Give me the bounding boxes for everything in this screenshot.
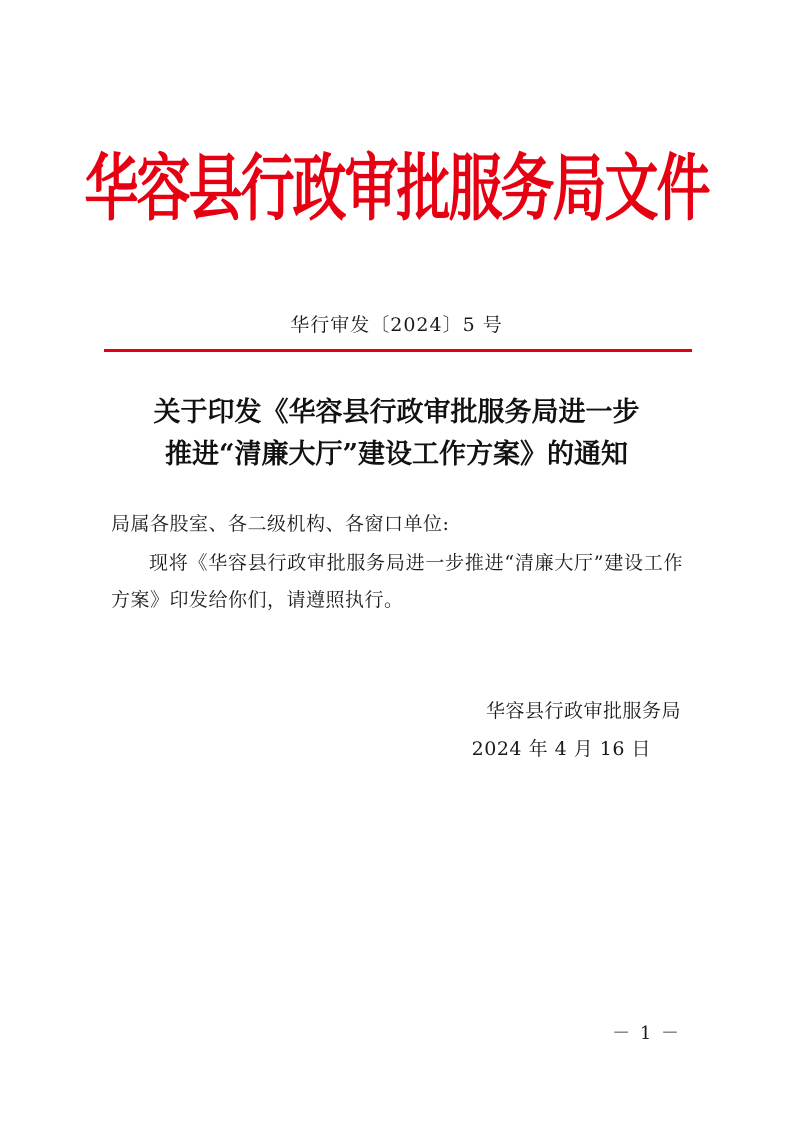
body-paragraph: 现将《华容县行政审批服务局进一步推进“清廉大厅”建设工作方案》印发给你们，请遵照执行。 <box>111 552 683 611</box>
red-separator-line <box>104 349 692 352</box>
document-title-line-1: 关于印发《华容县行政审批服务局进一步 <box>153 397 640 428</box>
document-title <box>0 392 793 476</box>
document-number: 华行审发〔2024〕5 号 <box>290 314 503 336</box>
signature-date: 2024 年 4 月 16 日 <box>471 738 651 760</box>
signature-organization: 华容县行政审批服务局 <box>485 700 681 722</box>
salutation: 局属各股室、各二级机构、各窗口单位: <box>111 513 450 535</box>
document-title-line-2: 推进“清廉大厅”建设工作方案》的通知 <box>164 439 629 470</box>
page-number: － 1 － <box>612 1023 681 1044</box>
issuer-header-title: 华容县行政审批服务局文件 <box>84 144 709 232</box>
